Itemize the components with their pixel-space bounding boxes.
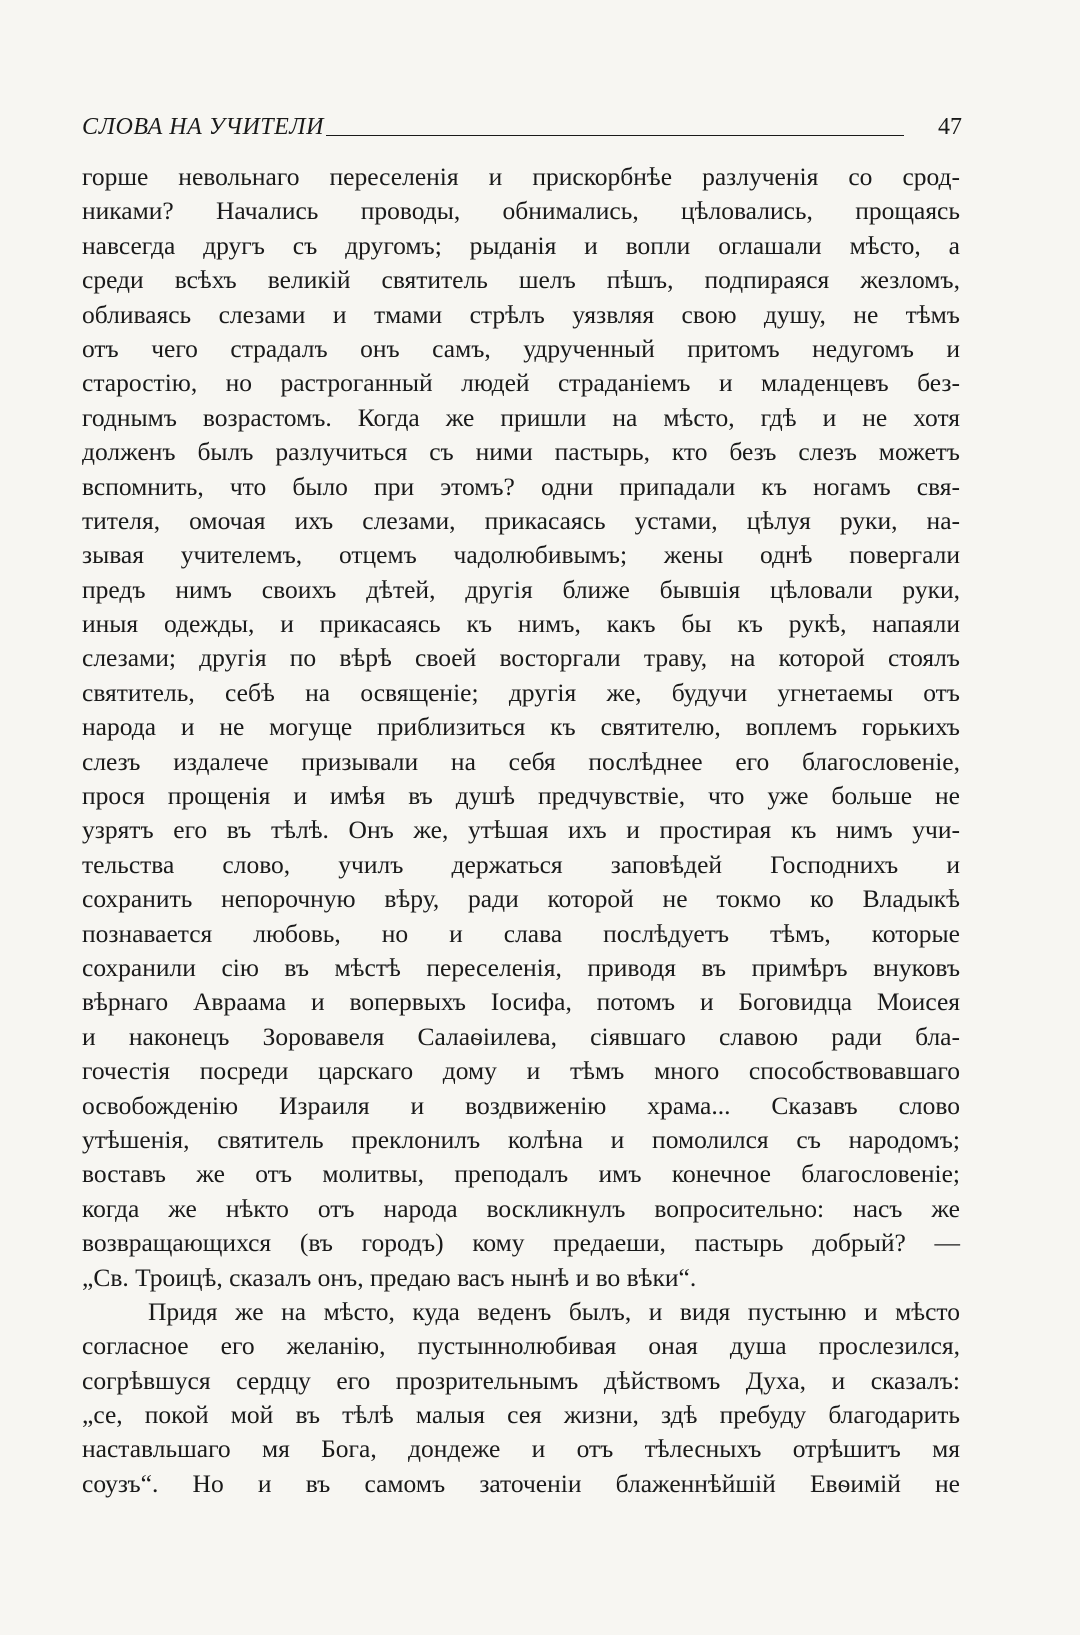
paragraph-end-line: „Св. Троицѣ, сказалъ онъ, предаю васъ нынѣ и во вѣки“. bbox=[82, 1262, 697, 1292]
header-rule bbox=[326, 135, 904, 136]
text-line: слезъ издалече призывали на себя послѣднее его благословеніе, bbox=[82, 746, 960, 776]
text-line: освобожденію Израиля и воздвиженію храма... Сказавъ слово bbox=[82, 1090, 960, 1120]
text-line: никами? Начались проводы, обнимались, цѣловались, прощаясь bbox=[82, 196, 960, 226]
text-line: навсегда другъ съ другомъ; рыданія и вопли оглашали мѣсто, а bbox=[82, 230, 960, 260]
text-line: обливаясь слезами и тмами стрѣлъ уязвляя свою душу, не тѣмъ bbox=[82, 299, 960, 329]
text-line: узрятъ его въ тѣлѣ. Онъ же, утѣшая ихъ и простирая къ нимъ учи- bbox=[82, 815, 960, 845]
text-line: предъ нимъ своихъ дѣтей, другія ближе бывшія цѣловали руки, bbox=[82, 574, 960, 604]
page-number: 47 bbox=[938, 114, 962, 140]
text-line: возвращающихся (въ городъ) кому предаеши, пастырь добрый? — bbox=[82, 1228, 960, 1258]
text-line: „се, покой мой въ тѣлѣ малыя сея жизни, здѣ пребуду благодарить bbox=[82, 1400, 960, 1430]
text-line: сохранить непорочную вѣру, ради которой не токмо ко Владыкѣ bbox=[82, 884, 960, 914]
text-line: тителя, омочая ихъ слезами, прикасаясь устами, цѣлуя руки, на- bbox=[82, 505, 960, 535]
text-line: утѣшенія, святитель преклонилъ колѣна и помолился съ народомъ; bbox=[82, 1124, 960, 1154]
text-line: святитель, себѣ на освященіе; другія же, будучи угнетаемы отъ bbox=[82, 677, 960, 707]
text-line: познавается любовь, но и слава послѣдуетъ тѣмъ, которые bbox=[82, 918, 960, 948]
running-title: СЛОВА НА УЧИТЕЛИ bbox=[82, 114, 324, 140]
page-body bbox=[82, 160, 960, 1501]
text-line: среди всѣхъ великій святитель шелъ пѣшъ, подпираяся жезломъ, bbox=[82, 265, 960, 295]
text-line: отъ чего страдалъ онъ самъ, удрученный притомъ недугомъ и bbox=[82, 333, 960, 363]
text-line: соузъ“. Но и въ самомъ заточеніи блаженнѣйшій Евѳимій не bbox=[82, 1468, 960, 1498]
text-line: и наконецъ Зоровавеля Салаѳіилева, сіявшаго славою ради бла- bbox=[82, 1021, 960, 1051]
text-line: прося прощенія и имѣя въ душѣ предчувствіе, что уже больше не bbox=[82, 781, 960, 811]
text-line: слезами; другія по вѣрѣ своей восторгали траву, на которой стоялъ bbox=[82, 643, 960, 673]
text-line: старостію, но растроганный людей страданіемъ и младенцевъ без- bbox=[82, 368, 960, 398]
text-line: когда же нѣкто отъ народа воскликнулъ вопросительно: насъ же bbox=[82, 1193, 960, 1223]
text-line: вѣрнаго Авраама и вопервыхъ Іосифа, потомъ и Боговидца Моисея bbox=[82, 987, 960, 1017]
text-line: тельства слово, училъ держаться заповѣдей Господнихъ и bbox=[82, 849, 960, 879]
text-line: вспомнить, что было при этомъ? одни припадали къ ногамъ свя- bbox=[82, 471, 960, 501]
text-line: народа и не могуще приблизиться къ святителю, воплемъ горькихъ bbox=[82, 712, 960, 742]
text-line: годнымъ возрастомъ. Когда же пришли на мѣсто, гдѣ и не хотя bbox=[82, 402, 960, 432]
text-line: согрѣвшуся сердцу его прозрительнымъ дѣйствомъ Духа, и сказалъ: bbox=[82, 1365, 960, 1395]
text-line: долженъ былъ разлучиться съ ними пастырь, кто безъ слезъ можетъ bbox=[82, 437, 960, 467]
text-line: наставльшаго мя Бога, дондеже и отъ тѣлесныхъ отрѣшитъ мя bbox=[82, 1434, 960, 1464]
paragraph-start-line: Придя же на мѣсто, куда веденъ былъ, и видя пустыню и мѣсто bbox=[148, 1296, 960, 1326]
text-line: воставъ же отъ молитвы, преподалъ имъ конечное благословеніе; bbox=[82, 1159, 960, 1189]
text-line: сохранили сію въ мѣстѣ переселенія, приводя въ примѣръ внуковъ bbox=[82, 952, 960, 982]
running-header bbox=[82, 103, 962, 139]
text-line: горше невольнаго переселенія и прискорбнѣе разлученія со срод- bbox=[82, 162, 960, 191]
text-line: иныя одежды, и прикасаясь къ нимъ, какъ бы къ рукѣ, напаяли bbox=[82, 609, 960, 639]
text-line: гочестія посреди царскаго дому и тѣмъ много способствовавшаго bbox=[82, 1056, 960, 1086]
text-line: согласное его желанію, пустыннолюбивая оная душа прослезился, bbox=[82, 1331, 960, 1361]
text-line: зывая учителемъ, отцемъ чадолюбивымъ; жены однѣ повергали bbox=[82, 540, 960, 570]
